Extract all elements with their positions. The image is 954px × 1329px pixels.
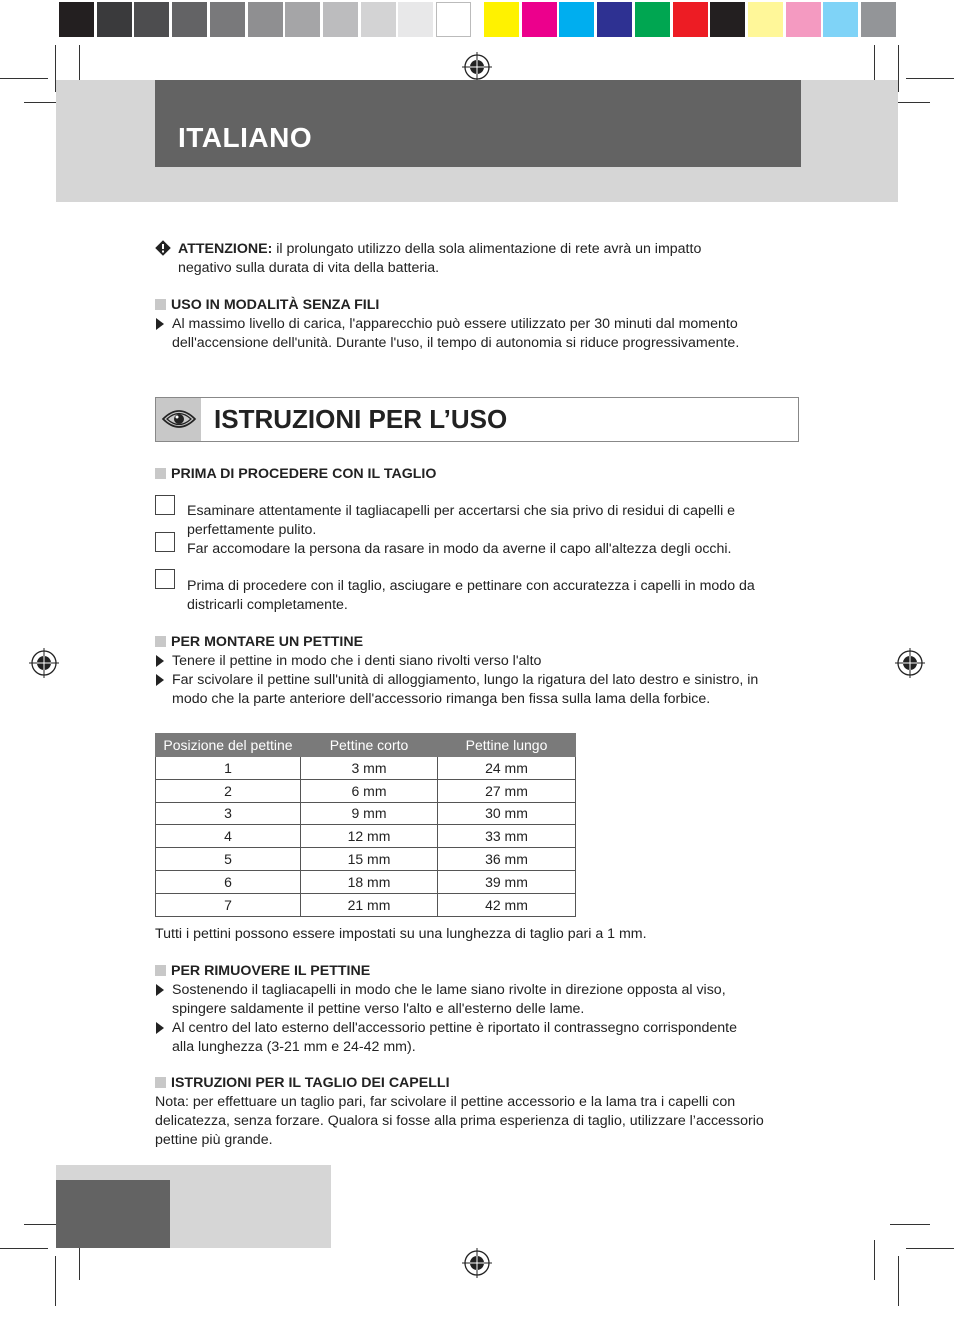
section-heading-attach-comb: PER MONTARE UN PETTINE bbox=[155, 633, 363, 652]
table-row bbox=[156, 848, 576, 871]
attach-comb-text: Tenere il pettine in modo che i denti siano rivolti verso l'alto Far scivolare il pettine sull'unità di alloggiamento, lungo la rigatura del lato destro e sinistro, in modo che la parte anteriore dell'accessorio rimanga ben fissa sulla lama della forbice. bbox=[172, 653, 759, 707]
instructions-title: ISTRUZIONI PER L’USO bbox=[214, 404, 508, 434]
registration-mark-icon bbox=[895, 648, 925, 678]
color-swatch bbox=[559, 2, 594, 37]
table-row bbox=[156, 779, 576, 802]
section-heading-before-cutting: PRIMA DI PROCEDERE CON IL TAGLIO bbox=[155, 465, 436, 484]
heading-square-icon bbox=[155, 636, 166, 647]
table-cell: 21 mm bbox=[301, 893, 438, 916]
table-cell: 7 bbox=[156, 893, 301, 916]
table-cell: 1 bbox=[156, 757, 301, 780]
table-row bbox=[156, 825, 576, 848]
cutting-text: Nota: per effettuare un taglio pari, far scivolare il pettine accessorio e la lama tra i capelli con delicatezza, senza forzare. Qualora si fosse alla prima esperienza di taglio, utilizzare l’accessorio pettine più grande. bbox=[155, 1094, 764, 1148]
table-cell: 4 bbox=[156, 825, 301, 848]
table-cell: 9 mm bbox=[301, 802, 438, 825]
gray-swatch bbox=[248, 2, 283, 37]
color-swatch bbox=[823, 2, 858, 37]
registration-mark-icon bbox=[462, 1248, 492, 1278]
table-note: Tutti i pettini possono essere impostati su una lunghezza di taglio pari a 1 mm. bbox=[155, 926, 647, 942]
gray-swatch bbox=[436, 2, 471, 37]
heading-square-icon bbox=[155, 299, 166, 310]
table-header: Pettine lungo bbox=[438, 734, 576, 757]
table-header: Posizione del pettine bbox=[156, 734, 301, 757]
table-cell: 3 bbox=[156, 802, 301, 825]
gray-swatch bbox=[210, 2, 245, 37]
color-swatch bbox=[635, 2, 670, 37]
table-cell: 36 mm bbox=[438, 848, 576, 871]
bullet-arrow-icon bbox=[156, 1022, 164, 1034]
gray-swatch bbox=[59, 2, 94, 37]
heading-square-icon bbox=[155, 468, 166, 479]
remove-comb-text: Sostenendo il tagliacapelli in modo che le lame siano rivolte in direzione opposta al viso, spingere saldamente il pettine verso l'alto e all'esterno delle lame. Al centro del lato esterno dell'accessorio pettine è riportato il contrassegno corrispondente alla lunghezza (3-21 mm e 24-42 mm). bbox=[172, 982, 738, 1055]
color-swatch bbox=[597, 2, 632, 37]
gray-swatch bbox=[285, 2, 320, 37]
cordless-text: Al massimo livello di carica, l'apparecchio può essere utilizzato per 30 minuti dal momento dell'accensione dell'unità. Durante l'uso, il tempo di autonomia si riduce progressivamente. bbox=[172, 316, 740, 351]
gray-swatch bbox=[323, 2, 358, 37]
table-cell: 6 mm bbox=[301, 779, 438, 802]
gray-swatch bbox=[134, 2, 169, 37]
color-swatch bbox=[484, 2, 519, 37]
table-cell: 2 bbox=[156, 779, 301, 802]
warning-icon bbox=[155, 240, 171, 256]
warning-text: ATTENZIONE: il prolungato utilizzo della sola alimentazione di rete avrà un impatto negativo sulla durata di vita della batteria. bbox=[178, 241, 702, 276]
instructions-title-box bbox=[155, 397, 799, 442]
step-checkbox bbox=[155, 495, 175, 515]
step-checkbox bbox=[155, 569, 175, 589]
before-cutting-steps: Esaminare attentamente il tagliacapelli per accertarsi che sia privo di residui di capelli e perfettamente pulito. Far accomodare la persona da rasare in modo da averne il capo all'altezza degli occhi. bbox=[187, 503, 736, 557]
bullet-arrow-icon bbox=[156, 655, 164, 667]
gray-swatch bbox=[398, 2, 433, 37]
table-cell: 30 mm bbox=[438, 802, 576, 825]
before-cutting-step-3: Prima di procedere con il taglio, asciugare e pettinare con accuratezza i capelli in modo da districarli completamente. bbox=[187, 578, 755, 613]
table-cell: 3 mm bbox=[301, 757, 438, 780]
page-title: ITALIANO bbox=[178, 122, 313, 153]
section-heading-remove-comb: PER RIMUOVERE IL PETTINE bbox=[155, 962, 370, 981]
bullet-arrow-icon bbox=[156, 984, 164, 996]
table-row bbox=[156, 893, 576, 916]
eye-icon bbox=[161, 406, 197, 432]
warning-label: ATTENZIONE: bbox=[178, 241, 273, 257]
table-cell: 12 mm bbox=[301, 825, 438, 848]
gray-swatch bbox=[172, 2, 207, 37]
table-cell: 15 mm bbox=[301, 848, 438, 871]
section-heading-cordless: USO IN MODALITÀ SENZA FILI bbox=[155, 296, 379, 315]
table-header-row bbox=[156, 734, 576, 757]
bullet-arrow-icon bbox=[156, 318, 164, 330]
color-swatch bbox=[522, 2, 557, 37]
gray-swatch bbox=[97, 2, 132, 37]
step-checkbox bbox=[155, 532, 175, 552]
bullet-arrow-icon bbox=[156, 674, 164, 686]
color-swatch bbox=[786, 2, 821, 37]
table-cell: 33 mm bbox=[438, 825, 576, 848]
table-cell: 6 bbox=[156, 870, 301, 893]
table-header: Pettine corto bbox=[301, 734, 438, 757]
table-cell: 27 mm bbox=[438, 779, 576, 802]
table-row bbox=[156, 757, 576, 780]
table-cell: 42 mm bbox=[438, 893, 576, 916]
heading-square-icon bbox=[155, 1077, 166, 1088]
color-swatch bbox=[710, 2, 745, 37]
eye-icon-box bbox=[156, 398, 201, 441]
color-swatch bbox=[748, 2, 783, 37]
registration-mark-icon bbox=[29, 648, 59, 678]
footer-page-tab bbox=[56, 1180, 170, 1248]
registration-mark-icon bbox=[462, 52, 492, 82]
comb-position-table bbox=[155, 733, 576, 917]
color-swatch bbox=[861, 2, 896, 37]
table-row bbox=[156, 802, 576, 825]
table-cell: 24 mm bbox=[438, 757, 576, 780]
table-row bbox=[156, 870, 576, 893]
color-swatch bbox=[673, 2, 708, 37]
table-cell: 39 mm bbox=[438, 870, 576, 893]
section-heading-cutting: ISTRUZIONI PER IL TAGLIO DEI CAPELLI bbox=[155, 1074, 450, 1093]
table-cell: 18 mm bbox=[301, 870, 438, 893]
gray-swatch bbox=[361, 2, 396, 37]
heading-square-icon bbox=[155, 965, 166, 976]
table-cell: 5 bbox=[156, 848, 301, 871]
